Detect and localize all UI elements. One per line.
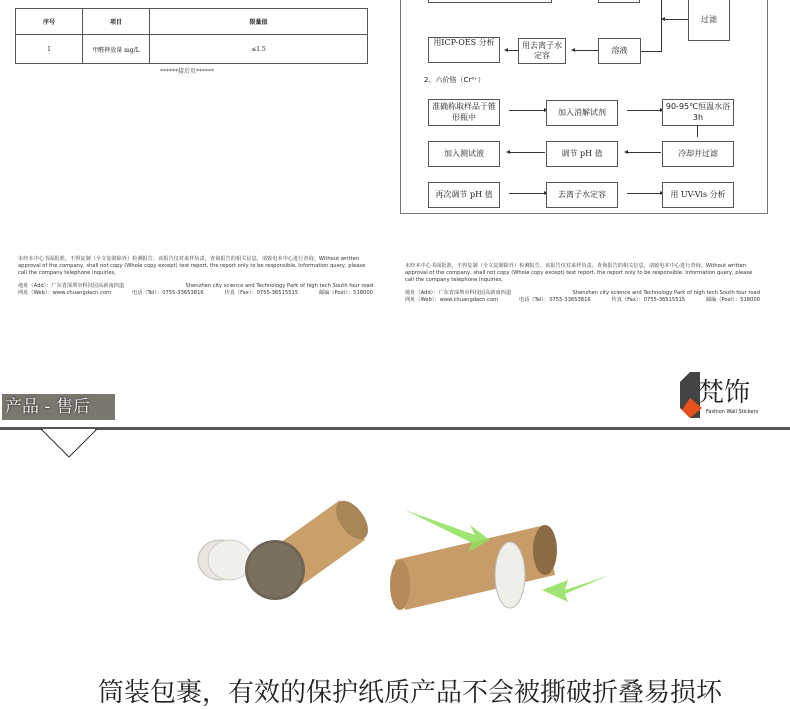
flow-add-test: 加入测试液 [428,141,500,167]
flow-weigh: 准确称取样品于锥形瓶中 [428,99,500,126]
tel: 电话（Tel）：0755-33653816 [131,290,204,296]
col-header: 项目 [83,9,150,35]
fax: 传真（Fax）：0755-36515515 [611,297,686,303]
post: 邮编（Post）：518000 [705,297,760,303]
web: 网址（Web）：www.chuangdacn.com [18,290,112,296]
table-cell: 1 [16,35,83,64]
flow-icp: 用ICP-OES 分析 [428,37,500,63]
limit-table [15,8,368,64]
address: 地址（Add）：广东省深圳市科技园高新南四道 [405,290,512,296]
caption: 筒装包裹，有效的保护纸质产品不会被撕破折叠易损坏 [98,678,723,708]
flow-solution: 溶液 [598,38,641,64]
flow-diagram [400,0,768,214]
col-header: 限量值 [150,9,368,35]
address-en: Shenzhen city science and Technology Park of high tech South four road [572,290,760,296]
col-header: 序号 [16,9,83,35]
flow-digest: 加入消解试剂 [546,100,618,126]
disclaimer: 未经本中心书面批准，不得复制（全文复制除外）检测报告。该报告仅对来样负责。查询报告的相关信息，请致电本中心进行查询。Without written approval of the company, shall not copy (Whole copy except) test report, the report only to be responsible. Information query, please call the company telephone inquiries。 [18,256,366,276]
section-banner: 产品 - 售后 [2,394,115,420]
flow-bath: 90-95℃恒温水浴 3h [662,99,734,126]
flow-deion: 去离子水定容 [546,182,618,208]
flow-uvvis: 用 UV-Vis 分析 [662,182,734,208]
flow-adjust-ph: 调节 pH 值 [546,141,618,167]
flow-box [598,0,640,3]
logo-name: 梵饰 [698,378,751,408]
tube-packaging-image [190,490,610,625]
address-en: Shenzhen city science and Technology Park of high tech South four road [185,283,373,289]
flow-dilute: 用去离子水定容 [518,38,566,64]
flow-cool: 冷却并过滤 [662,141,734,167]
brand-logo [676,370,776,420]
flow-filter: 过滤 [688,0,730,41]
flow-box [428,0,552,3]
tel: 电话（Tel）：0755-33653816 [518,297,591,303]
post: 邮编（Post）：518000 [318,290,373,296]
web: 网址（Web）：www.chuangdacn.com [405,297,499,303]
logo-tagline: Fashion Wall Stickers [706,409,759,415]
table-cell: ≤1.5 [150,35,368,64]
disclaimer: 未经本中心书面批准，不得复制（全文复制除外）检测报告。该报告仅对来样负责。查询报告的相关信息，请致电本中心进行查询。Without written approval of the company, shall not copy (Whole copy except) test report, the report only to be responsible. Information query, please call the company telephone inquiries。 [405,263,753,283]
divider [0,427,790,430]
section-title: 2、六价铬（Cr⁶⁺） [424,76,485,84]
report-footer-right [405,263,760,304]
fax: 传真（Fax）：0755-36515515 [224,290,299,296]
flow-readjust-ph: 再次调节 pH 值 [428,182,500,208]
continued-note: ******接后页****** [160,68,215,75]
report-footer-left [18,256,373,297]
pointer-chevron-icon [40,429,100,459]
address: 地址（Add）：广东省深圳市科技园高新南四道 [18,283,125,289]
table-cell: 甲醛释放量 mg/L [83,35,150,64]
